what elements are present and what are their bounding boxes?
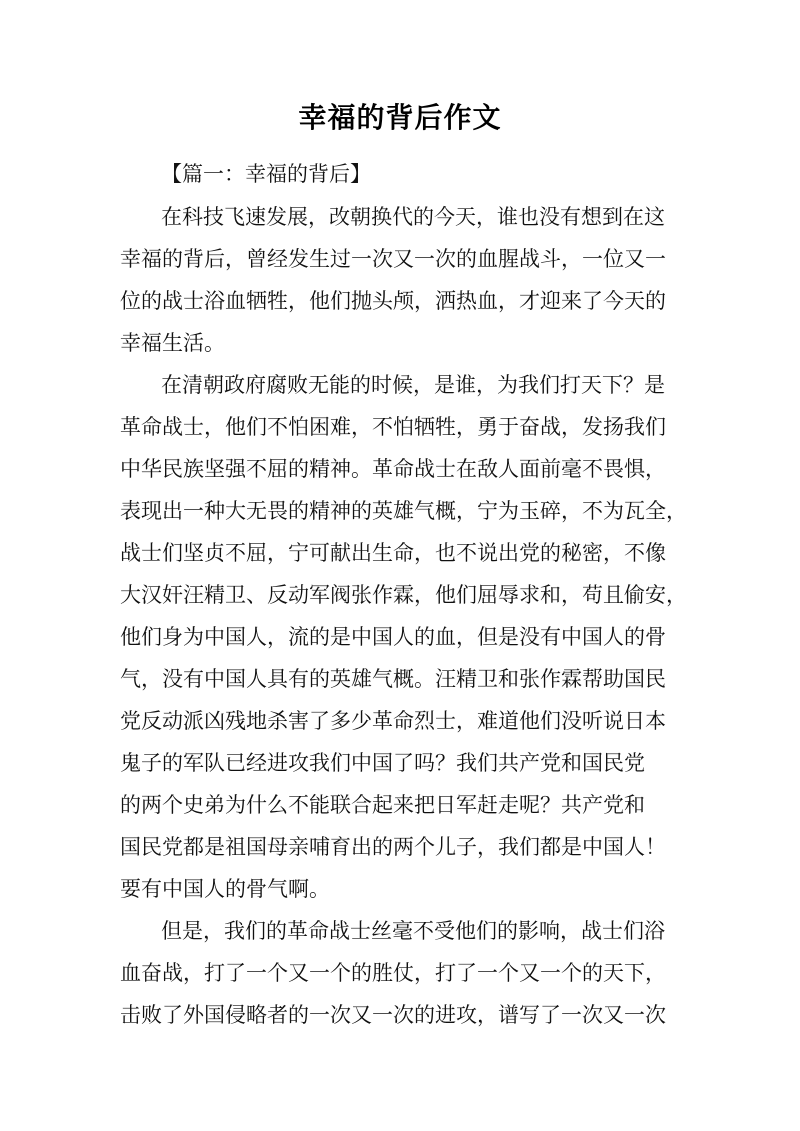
paragraph-line: 革命战士，他们不怕困难，不怕牺牲，勇于奋战，发扬我们 <box>120 415 666 439</box>
paragraph-line: 在科技飞速发展，改朝换代的今天，谁也没有想到在这 <box>161 205 665 229</box>
paragraph-line: 中华民族坚强不屈的精神。革命战士在敌人面前毫不畏惧， <box>120 457 666 481</box>
paragraph-line: 战士们坚贞不屈，宁可献出生命，也不说出党的秘密，不像 <box>120 541 666 565</box>
paragraph-line: 在清朝政府腐败无能的时候，是谁，为我们打天下？是 <box>161 373 665 397</box>
paragraph-line: 幸福的背后，曾经发生过一次又一次的血腥战斗，一位又一 <box>120 247 666 271</box>
paragraph-line: 的两个史弟为什么不能联合起来把日军赶走呢？共产党和 <box>120 793 645 817</box>
paragraph-line: 气，没有中国人具有的英雄气概。汪精卫和张作霖帮助国民 <box>120 667 666 691</box>
paragraph-line: 击败了外国侵略者的一次又一次的进攻，谱写了一次又一次 <box>120 1003 666 1027</box>
paragraph-line: 表现出一种大无畏的精神的英雄气概，宁为玉碎，不为瓦全， <box>120 499 687 523</box>
section-heading: 【篇一：幸福的背后】 <box>161 162 371 186</box>
paragraph-line: 位的战士浴血牺牲，他们抛头颅，洒热血，才迎来了今天的 <box>120 289 666 313</box>
paragraph-line: 党反动派凶残地杀害了多少革命烈士，难道他们没听说日本 <box>120 709 666 733</box>
paragraph-line: 但是，我们的革命战士丝毫不受他们的影响，战士们浴 <box>161 919 665 943</box>
paragraph-line: 血奋战，打了一个又一个的胜仗，打了一个又一个的天下， <box>120 961 666 985</box>
paragraph-line: 鬼子的军队已经进攻我们中国了吗？我们共产党和国民党 <box>120 751 645 775</box>
paragraph-line: 国民党都是祖国母亲哺育出的两个儿子，我们都是中国人！ <box>120 835 666 859</box>
paragraph-line: 他们身为中国人，流的是中国人的血，但是没有中国人的骨 <box>120 625 666 649</box>
document-title: 幸福的背后作文 <box>298 101 502 134</box>
paragraph-line: 要有中国人的骨气啊。 <box>120 877 330 901</box>
paragraph-line: 大汉奸汪精卫、反动军阀张作霖，他们屈辱求和，苟且偷安， <box>120 583 687 607</box>
paragraph-line: 幸福生活。 <box>120 331 225 355</box>
